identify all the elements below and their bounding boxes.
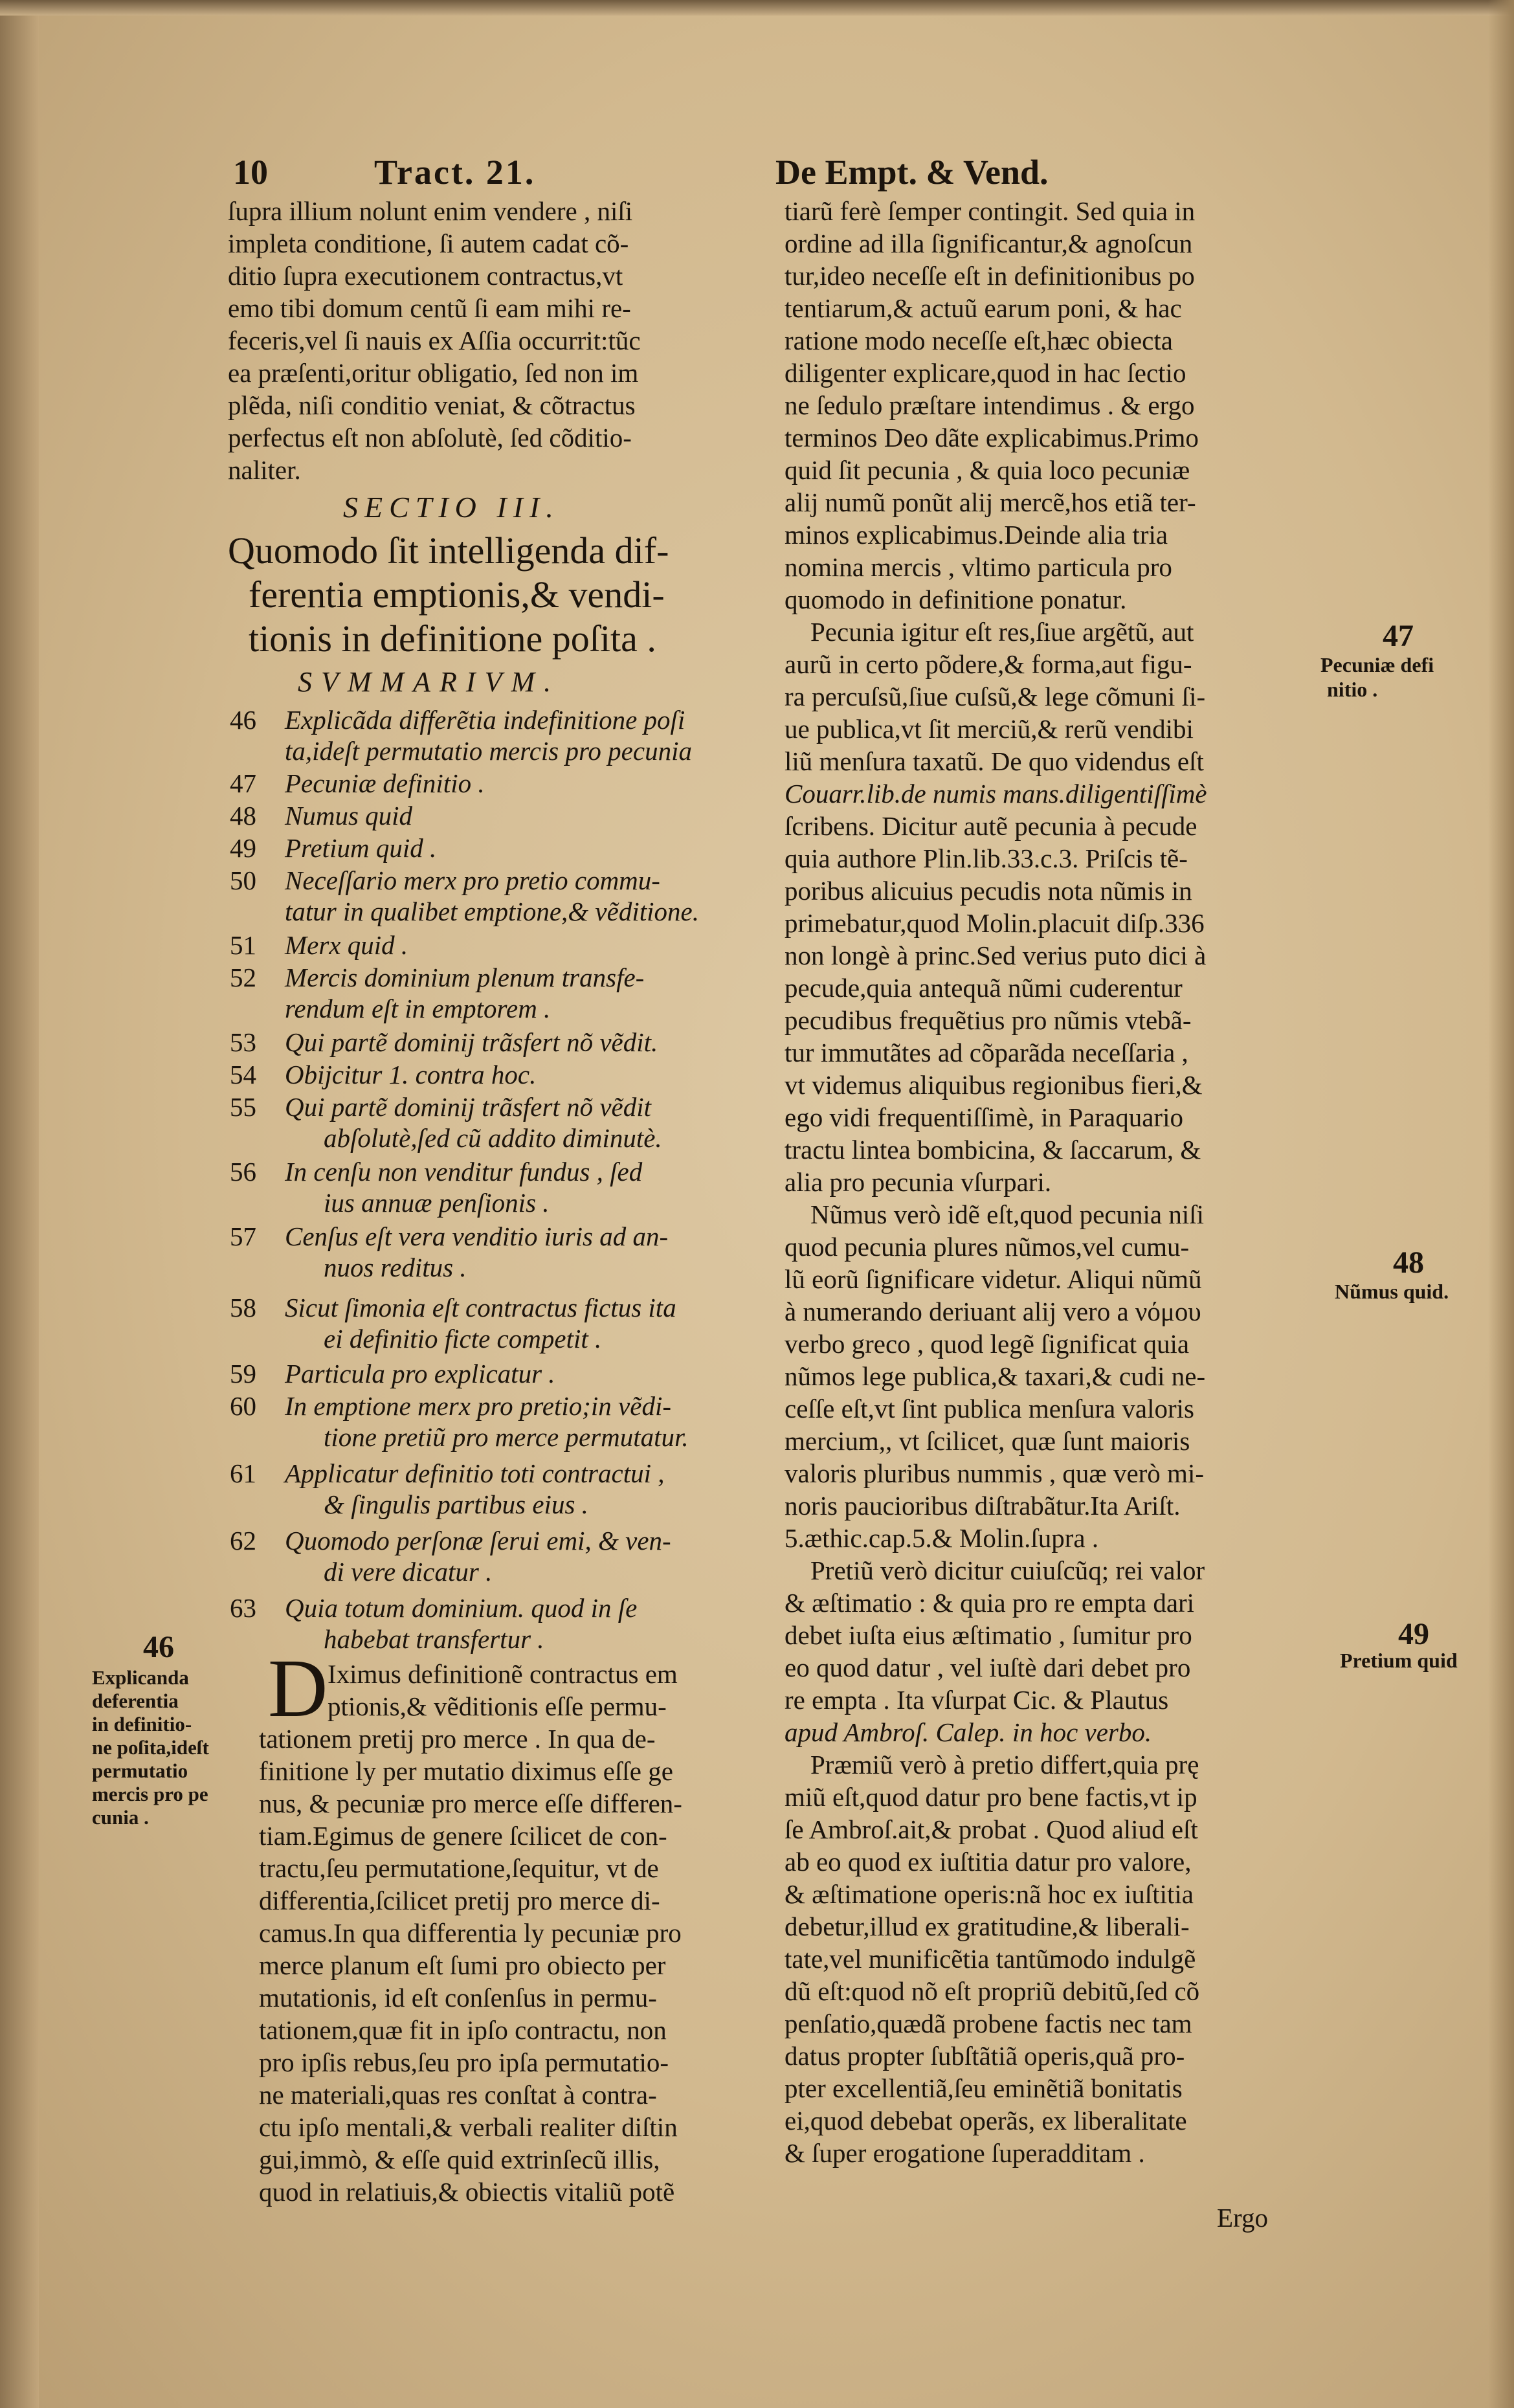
summary-text: abſolutè,ſed cũ addito diminutè. [324,1123,662,1153]
summary-text: nuos reditus . [324,1253,467,1282]
text-line: tationem,quæ fit in ipſo contractu, non [259,2015,667,2045]
summary-text: Sicut ſimonia eſt contractus fictus ita [285,1293,676,1322]
margin-text: nitio . [1327,678,1378,701]
text-line: nũmos lege publica,& taxari,& cudi ne- [785,1361,1206,1391]
page-right-edge [1488,0,1514,2408]
text-line: liũ menſura taxatũ. De quo videndus eſt [785,746,1204,776]
title-line: ferentia emptionis,& vendi- [249,574,665,616]
summary-text: Qui partẽ dominij trãsfert nõ vẽdit. [285,1027,658,1057]
summary-number: 61 [230,1458,256,1488]
summary-text: Quomodo perſonæ ſerui emi, & ven- [285,1526,671,1555]
summary-text: ius annuæ penſionis . [324,1188,550,1218]
text-line: Pretiũ verò dicitur cuiuſcũq; rei valor [810,1555,1205,1585]
margin-text: mercis pro pe [92,1783,208,1805]
summary-text: Neceſſario merx pro pretio commu- [285,865,660,895]
text-line: Præmiũ verò à pretio differt,quia prę [810,1750,1199,1779]
summary-text: Cenſus eſt vera venditio iuris ad an- [285,1221,669,1251]
text-line: ea præſenti,oritur obligatio, ſed non im [228,358,639,388]
summary-number: 52 [230,963,256,992]
text-line: ue publica,vt ſit merciũ,& rerũ vendibi [785,714,1194,744]
text-line: Pecunia igitur eſt res,ſiue argẽtũ, aut [810,617,1194,647]
text-line: pter excellentiã,ſeu eminẽtiã bonitatis [785,2073,1183,2103]
summary-text: rendum eſt in emptorem . [285,994,551,1023]
text-line: tur immutãtes ad cõparãda neceſſaria , [785,1038,1188,1067]
text-line: ne ſedulo præſtare intendimus . & ergo [785,390,1195,420]
text-line: emo tibi domum centũ ſi eam mihi re- [228,293,631,323]
summary-number: 59 [230,1359,256,1388]
text-line: quod in relatiuis,& obiectis vitaliũ potẽ [259,2177,675,2207]
text-line: lũ eorũ ſignificare videtur. Aliqui nũmũ [785,1264,1202,1294]
text-line: tate,vel munificẽtia tantũmodo indulgẽ [785,1944,1196,1974]
text-line: valoris pluribus nummis , quæ verò mi- [785,1458,1204,1488]
text-line: à numerando deriuant alij vero a νόμου [785,1297,1201,1326]
text-line: verbo greco , quod legẽ ſignificat quia [785,1329,1190,1359]
text-line: datus propter ſubſtãtiã operis,quã pro- [785,2041,1185,2071]
text-line: tationem pretij pro merce . In qua de- [259,1724,656,1754]
text-line: ditio ſupra executionem contractus,vt [228,261,623,291]
running-head-right: De Empt. & Vend. [775,153,1049,192]
text-line: pecudibus frequẽtius pro nũmis vtebã- [785,1005,1192,1035]
summary-text: & ſingulis partibus eius . [324,1489,588,1519]
summary-text: Mercis dominium plenum transfe- [285,963,645,992]
page-number: 10 [233,153,268,192]
summary-text: Numus quid [285,801,413,831]
summary-text: Merx quid . [285,930,408,960]
text-line: alij numũ ponũt alij mercẽ,hos etiã ter- [785,487,1196,517]
section-heading: SECTIO III. [343,491,560,524]
text-line: tiarũ ferè ſemper contingit. Sed quia in [785,196,1196,226]
text-line: perfectus eſt non abſolutè, ſed cõditio- [228,423,632,452]
summary-text: di vere dicatur . [324,1557,493,1587]
text-line: ptionis,& vẽditionis eſſe permu- [328,1691,667,1721]
text-line: re empta . Ita vſurpat Cic. & Plautus [785,1685,1169,1715]
text-line: non longè à princ.Sed verius puto dici à [785,941,1207,970]
margin-text: in definitio- [92,1713,192,1735]
margin-text: Pecuniæ defi [1320,653,1434,676]
text-line: merce planum eſt ſumi pro obiecto per [259,1950,666,1980]
margin-number: 47 [1383,619,1414,653]
title-line: tionis in definitione poſita . [249,618,656,660]
summary-text: Obijcitur 1. contra hoc. [285,1060,537,1089]
text-line: terminos Deo dãte explicabimus.Primo [785,423,1199,452]
summary-number: 55 [230,1092,256,1122]
text-line: tentiarum,& actuũ earum poni, & hac [785,293,1182,323]
text-line: 5.æthic.cap.5.& Molin.ſupra . [785,1523,1099,1553]
text-line: pro ipſis rebus,ſeu pro ipſa permutatio- [259,2047,669,2077]
summary-number: 57 [230,1221,256,1251]
summary-text: In cenſu non venditur fundus , ſed [285,1157,643,1187]
text-line: ſupra illium nolunt enim vendere , niſi [228,196,633,226]
text-line: tur,ideo neceſſe eſt in definitionibus po [785,261,1195,291]
text-line: quod pecunia plures nũmos,vel cumu- [785,1232,1190,1262]
text-line: ne materiali,quas res conſtat à contra- [259,2080,657,2110]
text-line: minos explicabimus.Deinde alia tria [785,520,1168,550]
summary-number: 62 [230,1526,256,1555]
text-line: ratione modo neceſſe eſt,hæc obiecta [785,326,1173,355]
text-line: debetur,illud ex gratitudine,& liberali- [785,1912,1190,1941]
text-line: impleta conditione, ſi autem cadat cõ- [228,229,629,258]
summary-number: 58 [230,1293,256,1322]
summary-text: habebat transfertur . [324,1624,544,1654]
text-line: apud Ambroſ. Calep. in hoc verbo. [785,1717,1152,1747]
text-line: miũ eſt,quod datur pro bene factis,vt ip [785,1782,1197,1812]
summary-number: 46 [230,705,256,735]
text-line: mutationis, id eſt conſenſus in permu- [259,1983,657,2012]
text-line: eo quod datur , vel iuſtè dari debet pro [785,1653,1191,1682]
text-line: quid ſit pecunia , & quia loco pecuniæ [785,455,1190,485]
summary-number: 63 [230,1593,256,1623]
catchword: Ergo [1217,2203,1268,2233]
text-line: & æſtimatio : & quia pro re empta dari [785,1588,1195,1618]
text-line: aurũ in certo põdere,& forma,aut figu- [785,649,1192,679]
text-line: nus, & pecuniæ pro merce eſſe differen- [259,1789,682,1818]
text-line: finitione ly per mutatio diximus eſſe ge [259,1756,673,1786]
margin-text: Nũmus quid. [1335,1280,1449,1303]
text-line: ra percuſsũ,ſiue cuſsũ,& lege cõmuni ſi- [785,682,1206,711]
margin-text: cunia . [92,1806,149,1829]
text-line: ſcribens. Dicitur autẽ pecunia à pecude [785,811,1197,841]
text-line: pecude,quia antequã nũmi cuderentur [785,973,1183,1003]
summary-number: 60 [230,1391,256,1421]
margin-number: 46 [143,1630,174,1664]
summary-number: 53 [230,1027,256,1057]
text-line: ceſſe eſt,vt ſint publica menſura valoris [785,1394,1195,1423]
summary-text: Qui partẽ dominij trãsfert nõ vẽdit [285,1092,651,1122]
title-line: Quomodo ſit intelligenda dif- [228,530,669,572]
text-line: tractu lintea bombicina, & ſaccarum, & [785,1135,1201,1165]
text-line: ei,quod debebat operãs, ex liberalitate [785,2106,1187,2135]
margin-number: 49 [1398,1617,1429,1651]
summary-text: In emptione merx pro pretio;in vẽdi- [285,1391,671,1421]
summary-text: Pretium quid . [285,833,437,863]
summary-text: Particula pro explicatur . [285,1359,555,1388]
text-line: quia authore Plin.lib.33.c.3. Priſcis tẽ- [785,843,1188,873]
text-line: ſe Ambroſ.ait,& probat . Quod aliud eſt [785,1814,1198,1844]
text-line: plẽda, niſi conditio veniat, & cõtractus [228,390,636,420]
summary-number: 54 [230,1060,256,1089]
margin-number: 48 [1393,1245,1424,1280]
text-line: debet iuſta eius æſtimatio , ſumitur pro [785,1620,1192,1650]
text-line: gui,immò, & eſſe quid extrinſecũ illis, [259,2145,660,2174]
summary-number: 48 [230,801,256,831]
text-line: mercium,, vt ſcilicet, quæ ſunt maioris [785,1426,1190,1456]
summary-text: tione pretiũ pro merce permutatur. [324,1422,689,1452]
margin-text: deferentia [92,1689,179,1712]
text-line: ab eo quod ex iuſtitia datur pro valore, [785,1847,1192,1877]
margin-text: permutatio [92,1759,188,1782]
text-line: feceris,vel ſi nauis ex Aſſia occurrit:tũc [228,326,641,355]
text-line: tiam.Egimus de genere ſcilicet de con- [259,1821,667,1851]
margin-text: ne poſita,ideſt [92,1736,209,1759]
running-head-left: Tract. 21. [374,153,536,192]
drop-cap: D [268,1642,328,1734]
summary-heading: SVMMARIVM. [298,666,561,698]
summary-number: 50 [230,865,256,895]
summary-number: 49 [230,833,256,863]
summary-text: Quia totum dominium. quod in ſe [285,1593,638,1623]
margin-text: Explicanda [92,1666,189,1689]
text-line: ego vidi frequentiſſimè, in Paraquario [785,1102,1183,1132]
book-gutter [0,0,39,2408]
text-line: tractu,ſeu permutatione,ſequitur, vt de [259,1853,659,1883]
text-line: poribus alicuius pecudis nota nũmis in [785,876,1192,906]
summary-text: Explicãda differẽtia indefinitione poſi [285,705,685,735]
summary-text: ta,ideſt permutatio mercis pro pecunia [285,736,692,766]
text-line: ctu ipſo mentali,& verbali realiter diſtin [259,2112,678,2142]
text-line: noris paucioribus diſtrabãtur.Ita Ariſt. [785,1491,1181,1521]
summary-number: 56 [230,1157,256,1187]
summary-text: ei definitio ficte competit . [324,1324,602,1354]
text-line: & æſtimatione operis:nã hoc ex iuſtitia [785,1879,1194,1909]
text-line: Iximus definitionẽ contractus em [328,1659,678,1689]
text-line: dũ eſt:quod nõ eſt propriũ debitũ,ſed cõ [785,1976,1200,2006]
summary-text: tatur in qualibet emptione,& vẽditione. [285,897,699,926]
summary-text: Applicatur definitio toti contractui , [285,1458,665,1488]
text-line: diligenter explicare,quod in hac ſectio [785,358,1186,388]
text-line: ordine ad illa ſignificantur,& agnoſcun [785,229,1193,258]
text-line: Nũmus verò idẽ eſt,quod pecunia niſi [810,1199,1205,1229]
text-line: quomodo in definitione ponatur. [785,585,1127,614]
text-line: nomina mercis , vltimo particula pro [785,552,1172,582]
text-line: camus.In qua differentia ly pecuniæ pro [259,1918,682,1948]
summary-number: 51 [230,930,256,960]
text-line: alia pro pecunia vſurpari. [785,1167,1052,1197]
text-line: vt videmus aliquibus regionibus fieri,& [785,1070,1203,1100]
text-line: naliter. [228,455,301,485]
summary-text: Pecuniæ definitio . [285,768,485,798]
summary-number: 47 [230,768,256,798]
margin-text: Pretium quid [1340,1649,1458,1672]
page-top-edge [0,0,1514,16]
text-line: Couarr.lib.de numis mans.diligentiſſimè [785,779,1207,808]
text-line: differentia,ſcilicet pretij pro merce di- [259,1886,660,1915]
text-line: primebatur,quod Molin.placuit diſp.336 [785,908,1205,938]
text-line: & ſuper erogatione ſuperadditam . [785,2138,1145,2168]
text-line: penſatio,quædã probene factis nec tam [785,2009,1192,2038]
